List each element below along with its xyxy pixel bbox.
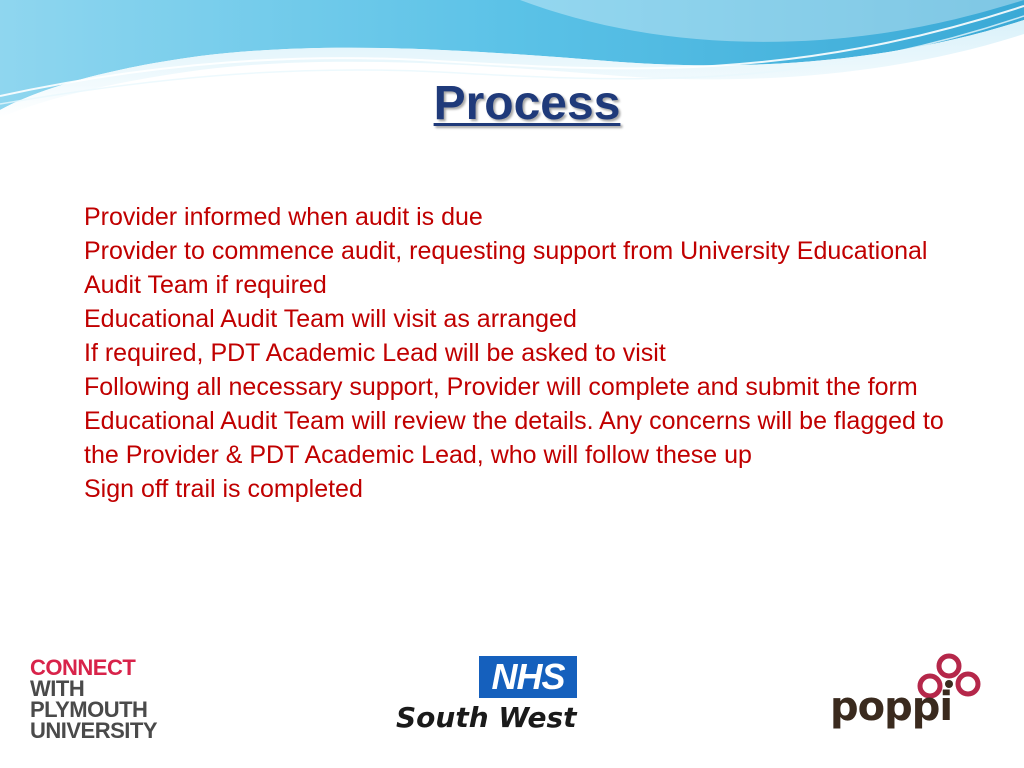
nhs-region-label: South West	[396, 701, 577, 734]
list-item: Provider informed when audit is due	[84, 203, 483, 231]
list-item: Educational Audit Team will review the details. Any concerns will be flagged to the Provider & PDT Academic Lead, who will follow these up	[84, 407, 944, 469]
list-item: Provider to commence audit, requesting support from University Educational Audit Team if required	[84, 237, 928, 299]
list-item: Sign off trail is completed	[84, 475, 363, 503]
logo-line: PLYMOUTH	[30, 697, 148, 722]
logo-line: CONNECT	[30, 655, 136, 680]
plymouth-university-logo	[30, 657, 190, 741]
list-item: Following all necessary support, Provider will complete and submit the form	[84, 373, 918, 401]
nhs-badge: NHS	[479, 656, 577, 698]
logo-line: WITH	[30, 676, 85, 701]
nhs-south-west-logo	[396, 656, 596, 746]
process-steps-list	[84, 200, 954, 506]
poppi-logo	[828, 652, 988, 742]
list-item: Educational Audit Team will visit as arranged	[84, 305, 577, 333]
list-item: If required, PDT Academic Lead will be asked to visit	[84, 339, 666, 367]
slide-title: Process	[433, 77, 621, 130]
poppi-wordmark: poppi	[830, 684, 953, 730]
logo-line: UNIVERSITY	[30, 718, 158, 743]
